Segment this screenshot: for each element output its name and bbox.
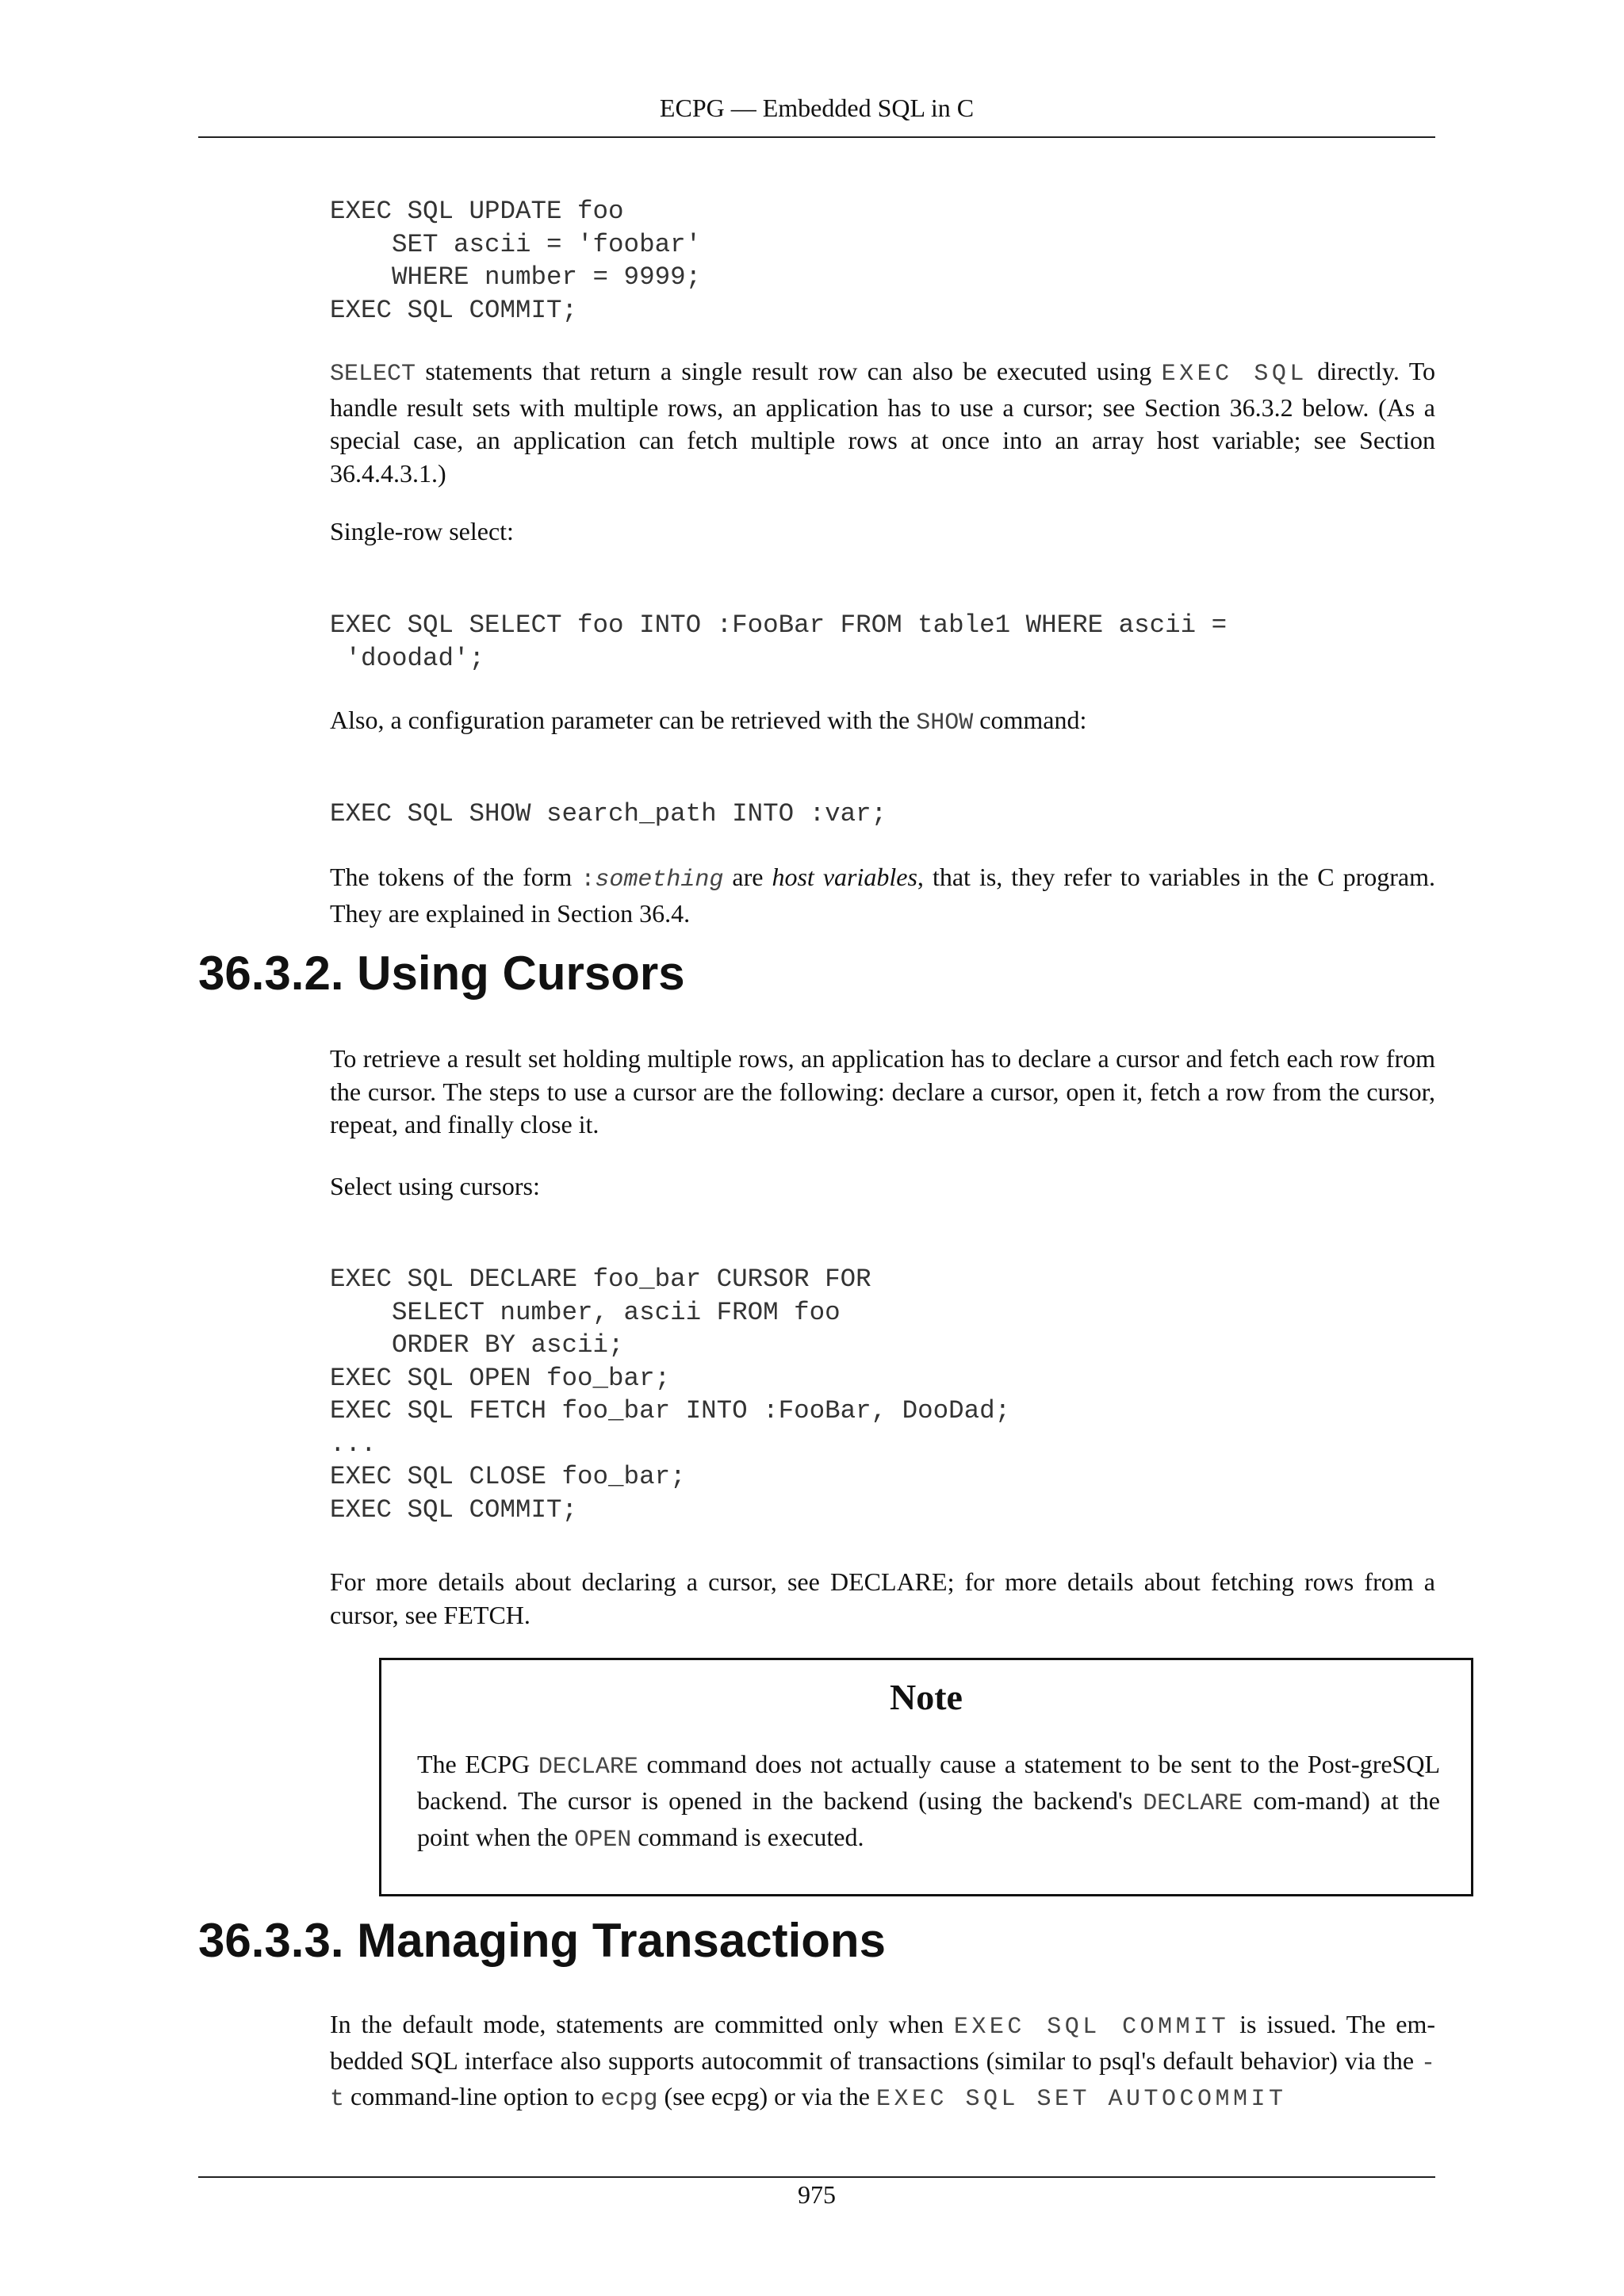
code-block-single-row: EXEC SQL SELECT foo INTO :FooBar FROM table1 WHERE ascii = 'doodad'; <box>330 610 1228 673</box>
header-rule <box>198 136 1435 138</box>
running-header: ECPG — Embedded SQL in C <box>659 94 975 122</box>
inline-code-set-autocommit: EXEC SQL SET AUTOCOMMIT <box>875 2086 1287 2113</box>
paragraph-host-variables: The tokens of the form :something are host variables, that is, they refer to variables in the C program. They are explained in Section 36.4. <box>330 863 1435 928</box>
inline-code-declare-backend: DECLARE <box>1143 1790 1243 1817</box>
inline-code-colon: : <box>580 867 596 894</box>
paragraph-transactions: In the default mode, statements are committed only when EXEC SQL COMMIT is issued. The em-bedded SQL interface also supports autocommit of transactions (similar to psql's default behavior) via the -t command-line option to ecpg (see ecpg) or via the EXEC SQL SET AUTOCOMMIT <box>330 2010 1436 2113</box>
paragraph-cursor-details: For more details about declaring a cursor, see DECLARE; for more details about fetching rows from a cursor, see FETCH. <box>330 1567 1435 1629</box>
section-heading-transactions: 36.3.3. Managing Transactions <box>198 1914 886 1967</box>
code-block-show: EXEC SQL SHOW search_path INTO :var; <box>330 799 887 828</box>
inline-code-ecpg: ecpg <box>600 2086 658 2113</box>
note-text: The ECPG DECLARE command does not actually cause a statement to be sent to the Post-greSQL backend. The cursor is opened in the backend (using the backend's DECLARE com-mand) at the point when the OPEN command is executed. <box>417 1750 1441 1854</box>
page-number: 975 <box>798 2180 836 2209</box>
note-title: Note <box>890 1677 963 1717</box>
code-block-cursor: EXEC SQL DECLARE foo_bar CURSOR FOR SELECT number, ascii FROM foo ORDER BY ascii; EXEC SQL OPEN foo_bar; EXEC SQL FETCH foo_bar INTO :FooBar, DooDad; ... EXEC SQL CLOSE foo_bar; EXEC SQL COMMIT; <box>330 1265 1011 1525</box>
inline-code-select: SELECT <box>330 361 416 388</box>
inline-code-exec-sql-commit: EXEC SQL COMMIT <box>953 2014 1230 2041</box>
footer-rule <box>198 2176 1435 2178</box>
paragraph-cursor-intro: To retrieve a result set holding multiple rows, an application has to declare a cursor and fetch each row from the cursor. The steps to use a cursor are the following: declare a cursor, open it, fetch a row from the cursor, repeat, and finally close it. <box>330 1044 1435 1138</box>
inline-code-declare: DECLARE <box>538 1754 638 1781</box>
inline-code-show: SHOW <box>916 710 974 737</box>
paragraph-select-statements: SELECT statements that return a single result row can also be executed using EXEC SQL directly. To handle result sets with multiple rows, an application has to use a cursor; see Section 36.3.2 below. (As a special case, an application can fetch multiple rows at once into an array host variable; see Section 36.4.4.3.1.) <box>330 357 1435 488</box>
inline-code-exec-sql: EXEC SQL <box>1161 361 1308 388</box>
section-heading-cursors: 36.3.2. Using Cursors <box>198 947 685 1000</box>
label-single-row-select: Single-row select: <box>330 517 514 545</box>
paragraph-show-command: Also, a configuration parameter can be retrieved with the SHOW command: <box>330 706 1087 737</box>
inline-code-something: something <box>595 867 724 894</box>
inline-code-t-option: -t <box>330 2049 1435 2113</box>
code-block-update: EXEC SQL UPDATE foo SET ascii = 'foobar' WHERE number = 9999; EXEC SQL COMMIT; <box>330 197 702 325</box>
label-select-using-cursors: Select using cursors: <box>330 1172 540 1200</box>
note-box <box>379 1658 1473 1896</box>
inline-code-open: OPEN <box>574 1827 632 1854</box>
emphasis-host-variables: host variables <box>772 863 917 891</box>
